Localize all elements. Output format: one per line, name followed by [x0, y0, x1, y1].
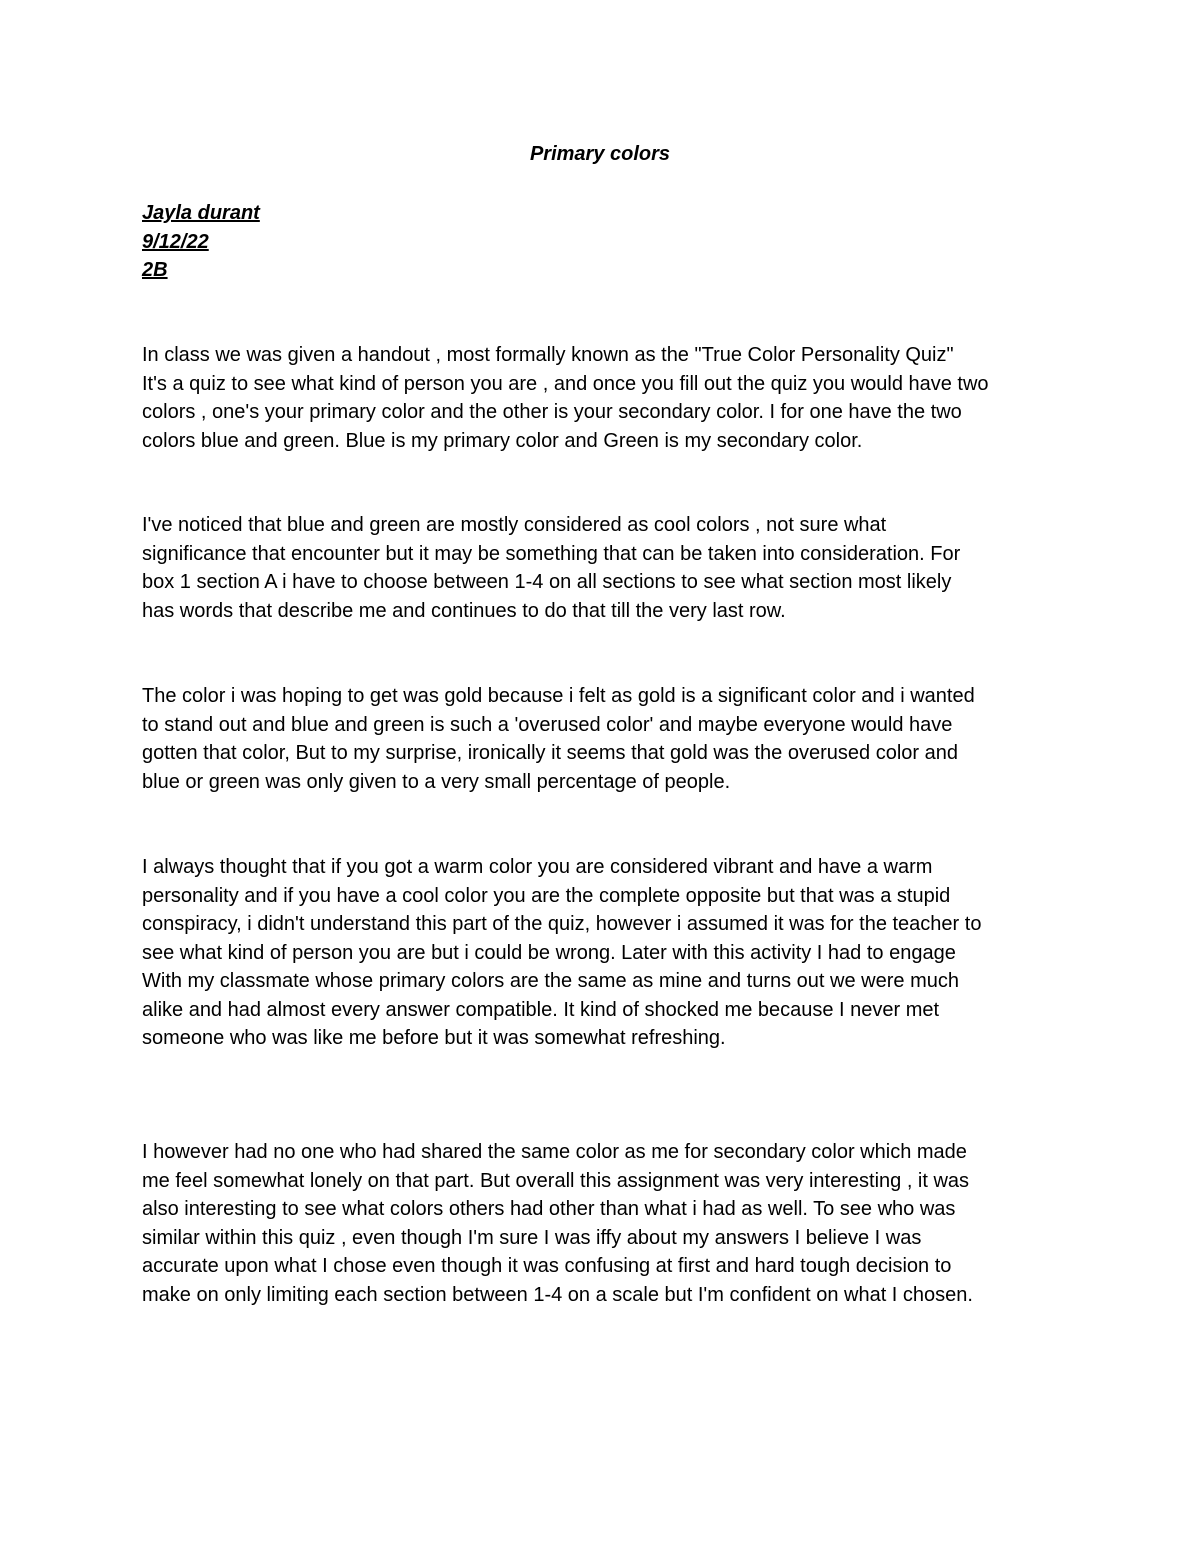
- paragraph-line: alike and had almost every answer compatible. It kind of shocked me because I never met: [142, 998, 940, 1021]
- paragraph-line: see what kind of person you are but i could be wrong. Later with this activity I had to engage: [142, 941, 956, 964]
- class-period: 2B: [142, 259, 168, 281]
- paragraph-line: me feel somewhat lonely on that part. But overall this assignment was very interesting , it was: [142, 1169, 970, 1192]
- paragraph-line: With my classmate whose primary colors are the same as mine and turns out we were much: [142, 970, 959, 992]
- paragraph-line: personality and if you have a cool color you are the complete opposite but that was a stupid: [142, 884, 951, 907]
- paragraph-line: accurate upon what I chose even though it was confusing at first and hard tough decision to: [142, 1255, 952, 1277]
- paragraph-line: blue or green was only given to a very small percentage of people.: [142, 770, 731, 793]
- header-block: [142, 199, 260, 285]
- paragraph-5: [142, 1138, 1072, 1309]
- paragraph-line: to stand out and blue and green is such a 'overused color' and maybe everyone would have: [142, 713, 953, 736]
- paragraph-2: [142, 511, 1072, 625]
- paragraph-1: [142, 341, 1072, 455]
- document-title: Primary colors: [529, 143, 671, 165]
- paragraph-line: I've noticed that blue and green are mostly considered as cool colors , not sure what: [142, 514, 887, 536]
- paragraph-line: It's a quiz to see what kind of person you are , and once you fill out the quiz you would have two: [142, 372, 989, 395]
- paragraph-line: also interesting to see what colors others had other than what i had as well. To see who was: [142, 1198, 956, 1220]
- paragraph-line: In class we was given a handout , most formally known as the "True Color Personality Quiz": [142, 344, 954, 366]
- document-date: 9/12/22: [142, 230, 209, 253]
- paragraph-line: significance that encounter but it may be something that can be taken into consideration. For: [142, 542, 961, 565]
- paragraph-line: gotten that color, But to my surprise, ironically it seems that gold was the overused color and: [142, 742, 958, 764]
- paragraph-line: conspiracy, i didn't understand this part of the quiz, however i assumed it was for the teacher to: [142, 913, 982, 935]
- paragraph-3: [142, 682, 1072, 796]
- author-name: Jayla durant: [142, 202, 260, 224]
- paragraph-4: [142, 853, 1072, 1053]
- paragraph-line: I however had no one who had shared the same color as me for secondary color which made: [142, 1141, 967, 1163]
- paragraph-line: similar within this quiz , even though I'm sure I was iffy about my answers I believe I was: [142, 1226, 922, 1249]
- paragraph-line: colors blue and green. Blue is my primary color and Green is my secondary color.: [142, 429, 863, 452]
- paragraph-line: has words that describe me and continues to do that till the very last row.: [142, 599, 786, 622]
- paragraph-line: colors , one's your primary color and the other is your secondary color. I for one have the two: [142, 401, 962, 423]
- paragraph-line: make on only limiting each section between 1-4 on a scale but I'm confident on what I chosen.: [142, 1283, 973, 1306]
- paragraph-line: I always thought that if you got a warm color you are considered vibrant and have a warm: [142, 856, 933, 878]
- paragraph-line: box 1 section A i have to choose between 1-4 on all sections to see what section most likely: [142, 571, 952, 593]
- paragraph-line: someone who was like me before but it was somewhat refreshing.: [142, 1027, 726, 1049]
- paragraph-line: The color i was hoping to get was gold because i felt as gold is a significant color and i wanted: [142, 685, 975, 707]
